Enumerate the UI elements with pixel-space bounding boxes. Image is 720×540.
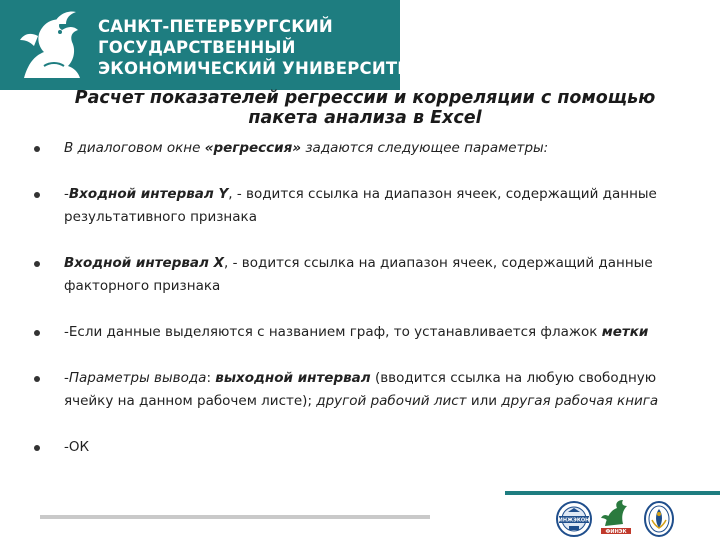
bullet-item: В диалоговом окне «регрессия» задаются следующее параметры: bbox=[34, 137, 664, 160]
bullet-item: -Входной интервал Y, - водится ссылка на диапазон ячеек, содержащий данные результативного признака bbox=[34, 183, 664, 229]
bullet-dot-icon bbox=[34, 261, 40, 267]
bullet-item: Входной интервал X, - водится ссылка на диапазон ячеек, содержащий данные факторного признака bbox=[34, 252, 664, 298]
griffin-logo-icon bbox=[14, 6, 94, 86]
bullet-item: -Параметры вывода: выходной интервал (вводится ссылка на любую свободную ячейку на данном рабочем листе); другой рабочий лист или другая рабочая книга bbox=[34, 367, 664, 413]
oval-emblem-icon bbox=[640, 500, 678, 538]
divider-teal bbox=[505, 491, 720, 495]
bullet-item: -Если данные выделяются с названием граф, то устанавливается флажок метки bbox=[34, 321, 664, 344]
university-name-line-2: ГОСУДАРСТВЕННЫЙ bbox=[98, 38, 296, 57]
bullet-list bbox=[34, 137, 664, 459]
engecon-logo-text: ИНЖЭКОН bbox=[558, 517, 590, 524]
bullet-dot-icon bbox=[34, 192, 40, 198]
engecon-emblem-icon bbox=[555, 500, 593, 538]
slide-title bbox=[40, 88, 690, 128]
bullet-dot-icon bbox=[34, 445, 40, 451]
university-name-line-1: САНКТ-ПЕТЕРБУРГСКИЙ bbox=[98, 17, 333, 36]
finec-emblem-icon bbox=[597, 496, 635, 538]
university-name-line-3: ЭКОНОМИЧЕСКИЙ УНИВЕРСИТЕТ bbox=[98, 59, 421, 78]
bullet-dot-icon bbox=[34, 330, 40, 336]
university-banner bbox=[0, 0, 421, 90]
slide-title-line-2: пакета анализа в Excel bbox=[248, 108, 482, 128]
divider-gray bbox=[40, 515, 430, 519]
slide-title-line-1: Расчет показателей регрессии и корреляции с помощью bbox=[74, 88, 656, 108]
bullet-item: -ОК bbox=[34, 436, 664, 459]
bullet-dot-icon bbox=[34, 376, 40, 382]
finec-logo-text: ФИНЭК bbox=[605, 529, 627, 535]
bullet-dot-icon bbox=[34, 146, 40, 152]
